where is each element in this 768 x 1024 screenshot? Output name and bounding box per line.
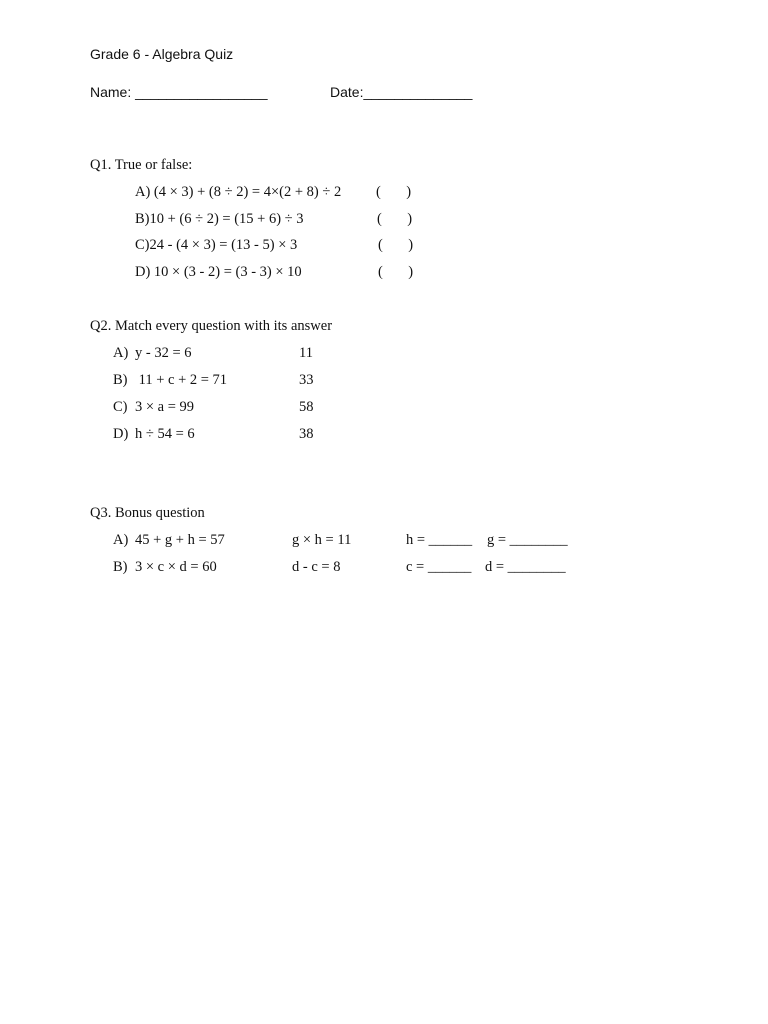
q2-item-answer: 58 (299, 399, 314, 415)
q3-heading: Q3. Bonus question (90, 505, 205, 521)
q3-answer-blank: g = ________ (487, 532, 568, 548)
q1-answer-box: ( ) (376, 184, 412, 200)
q2-item-equation: 3 × a = 99 (135, 399, 195, 415)
q3-equation-2: d - c = 8 (292, 559, 341, 575)
q2-heading: Q2. Match every question with its answer (90, 318, 333, 334)
q2-item-label: D) (113, 426, 129, 442)
q2-item-equation: y - 32 = 6 (135, 345, 192, 361)
name-field-label: Name: _________________ (90, 84, 268, 100)
q2-item-label: C) (113, 399, 128, 415)
q2-item-answer: 11 (299, 345, 313, 361)
q3-answer-blank: d = ________ (485, 559, 566, 575)
q2-item-answer: 33 (299, 372, 314, 388)
q1-item-text: D) 10 × (3 - 2) = (3 - 3) × 10 (135, 264, 302, 280)
date-field-label: Date:______________ (330, 84, 473, 100)
q2-item-equation: h ÷ 54 = 6 (135, 426, 195, 442)
q1-item-text: A) (4 × 3) + (8 ÷ 2) = 4×(2 + 8) ÷ 2 (135, 184, 342, 200)
q2-item-label: A) (113, 345, 129, 361)
q3-answer-blank: h = ______ (406, 532, 473, 548)
q1-answer-box: ( ) (377, 211, 413, 227)
q1-item-text: C)24 - (4 × 3) = (13 - 5) × 3 (135, 237, 298, 253)
q2-item-equation: 11 + c + 2 = 71 (135, 372, 228, 388)
q3-answer-blank: c = ______ (406, 559, 472, 575)
q3-equation-2: g × h = 11 (292, 532, 352, 548)
q3-equation-1: 45 + g + h = 57 (135, 532, 225, 548)
q1-heading: Q1. True or false: (90, 157, 193, 173)
q3-equation-1: 3 × c × d = 60 (135, 559, 217, 575)
q3-item-label: A) (113, 532, 129, 548)
quiz-title: Grade 6 - Algebra Quiz (90, 46, 234, 62)
q3-item-label: B) (113, 559, 128, 575)
q1-answer-box: ( ) (378, 237, 414, 253)
q1-item-text: B)10 + (6 ÷ 2) = (15 + 6) ÷ 3 (135, 211, 304, 227)
q1-answer-box: ( ) (378, 264, 414, 280)
q2-item-answer: 38 (299, 426, 314, 442)
q2-item-label: B) (113, 372, 128, 388)
